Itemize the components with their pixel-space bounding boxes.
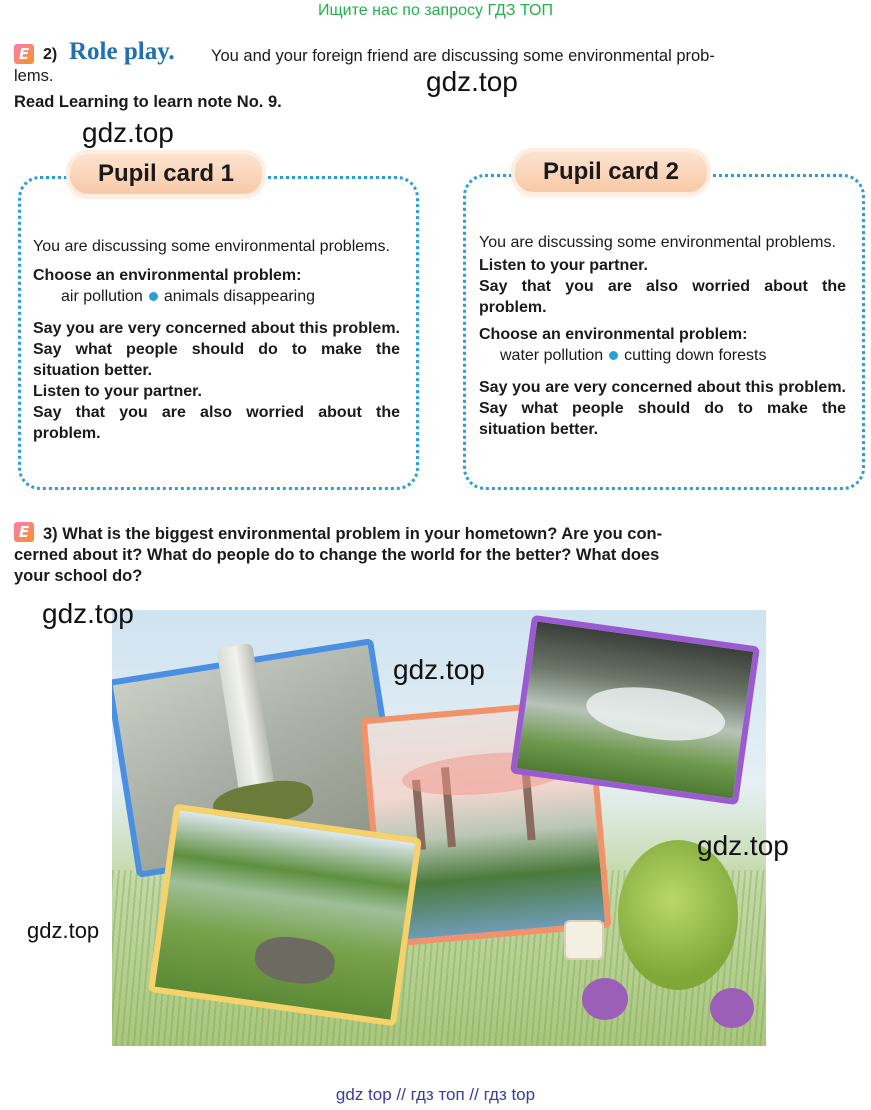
card1-listen: Listen to your partner.	[33, 383, 202, 400]
card1-concerned: Say you are very concerned about this problem. Say what people should do to make the situation better.	[33, 320, 400, 379]
card2-option-b: cutting down forests	[624, 347, 767, 364]
exercise-instructions-line1: You and your foreign friend are discussing some environmental prob-	[211, 47, 715, 65]
watermark: gdz.top	[393, 654, 485, 685]
watermark: gdz.top	[27, 918, 100, 943]
card1-choose: Choose an environmental problem:	[33, 267, 302, 284]
card2-options	[479, 345, 846, 366]
card1-option-b: animals disappearing	[163, 288, 316, 305]
photo-car-exhaust	[510, 615, 760, 805]
card2-listen: Listen to your partner.	[479, 257, 648, 274]
card2-choose: Choose an environmental problem:	[479, 326, 748, 343]
pupil-card-1-title: Pupil card 1	[70, 154, 262, 194]
card1-options	[33, 286, 400, 307]
watermark: gdz.top	[82, 117, 174, 148]
exercise-title: Role play.	[69, 38, 175, 65]
footer-links[interactable]: gdz top // гдз топ // гдз top	[335, 1085, 536, 1104]
watermark: gdz.top	[697, 830, 789, 861]
purple-creature	[710, 988, 754, 1028]
sad-green-monster-mascot	[618, 840, 738, 990]
task3-line1: 3) What is the biggest environmental problem in your hometown? Are you con-	[43, 525, 663, 543]
card1-intro: You are discussing some environmental problems.	[33, 238, 390, 255]
card2-intro: You are discussing some environmental problems.	[479, 234, 836, 251]
card2-worried: Say that you are also worried about the problem.	[479, 278, 846, 316]
exercise-instructions-line2: lems.	[14, 67, 54, 85]
card1-worried: Say that you are also worried about the problem.	[33, 404, 400, 442]
exercise-number: 2)	[43, 46, 58, 63]
pupil-card-2-text	[479, 232, 846, 440]
task-type-icon: E	[14, 44, 34, 64]
task-type-icon: E	[14, 522, 34, 542]
top-banner[interactable]: Ищите нас по запросу ГДЗ ТОП	[318, 2, 553, 19]
watermark: gdz.top	[42, 598, 134, 629]
watermark: gdz.top	[426, 66, 518, 97]
card1-option-a: air pollution	[61, 288, 143, 305]
bullet-dot-icon	[609, 351, 618, 360]
task3-line2: cerned about it? What do people do to change the world for the better? What does	[14, 546, 660, 564]
pupil-card-2-title: Pupil card 2	[515, 152, 707, 192]
purple-creature	[582, 978, 628, 1020]
mug-with-tissues	[564, 920, 604, 960]
card2-concerned: Say you are very concerned about this problem. Say what people should do to make the situation better.	[479, 379, 846, 438]
pupil-card-1-text	[33, 236, 400, 444]
card2-option-a: water pollution	[500, 347, 604, 364]
learning-note: Read Learning to learn note No. 9.	[14, 93, 282, 111]
bullet-dot-icon	[149, 292, 158, 301]
task3-line3: your school do?	[14, 567, 143, 585]
photo-river-litter	[148, 804, 422, 1027]
